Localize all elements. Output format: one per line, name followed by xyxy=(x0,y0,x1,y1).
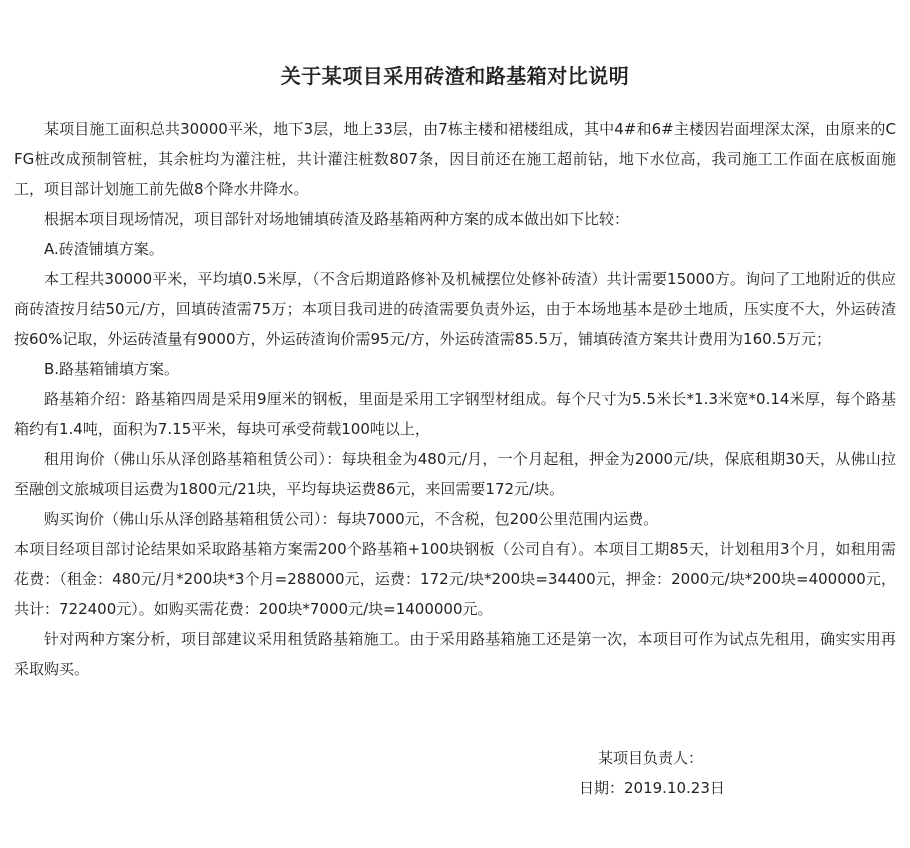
heading-roadbed-box-plan: B.路基箱铺填方案。 xyxy=(44,360,180,378)
paragraph-rental-quote: 租用询价（佛山乐从泽创路基箱租赁公司）：每块租金为480元/月，一个月起租，押金为2000元/块，保底租期30天，从佛山拉至融创文旅城项目运费为1800元/21块，平均每块运费86元，来回需要172元/块。 xyxy=(14,450,896,498)
paragraph-comparison-intro: 根据本项目现场情况，项目部针对场地铺填砖渣及路基箱两种方案的成本做出如下比较： xyxy=(44,210,630,228)
paragraph-project-overview: 某项目施工面积总共30000平米，地下3层，地上33层，由7栋主楼和裙楼组成，其中4#和6#主楼因岩面埋深太深，由原来的CFG桩改成预制管桩，其余桩均为灌注桩，共计灌注桩数807条，因目前还在施工超前钻，地下水位高，我司施工工作面在底板面施工，项目部计划施工前先做8个降水井降水。 xyxy=(14,120,896,198)
paragraph-roadbed-box-intro: 路基箱介绍：路基箱四周是采用9厘米的钢板，里面是采用工字钢型材组成。每个尺寸为5.5米长*1.3米宽*0.14米厚，每个路基箱约有1.4吨，面积为7.15平米，每块可承受荷载100吨以上， xyxy=(14,390,896,438)
document-title: 关于某项目采用砖渣和路基箱对比说明 xyxy=(280,64,630,88)
paragraph-recommendation: 针对两种方案分析，项目部建议采用租赁路基箱施工。由于采用路基箱施工还是第一次，本项目可作为试点先租用，确实实用再采取购买。 xyxy=(14,630,896,678)
paragraph-purchase-quote: 购买询价（佛山乐从泽创路基箱租赁公司）：每块7000元，不含税，包200公里范围内运费。 xyxy=(44,510,659,528)
signature-date: 日期：2019.10.23日 xyxy=(579,779,725,797)
signature-person-label: 某项目负责人： xyxy=(598,749,704,767)
paragraph-discussion-result: 本项目经项目部讨论结果如采取路基箱方案需200个路基箱+100块钢板（公司自有）。本项目工期85天，计划租用3个月，如租用需花费：（租金：480元/月*200块*3个月=288000元，运费：172元/块*200块=34400元，押金：2000元/块*200块=400000元，共计：722400元）。如购买需花费：200块*7000元/块=1400000元。 xyxy=(14,540,896,618)
heading-brick-slag-plan: A.砖渣铺填方案。 xyxy=(44,240,164,258)
paragraph-brick-slag-cost: 本工程共30000平米，平均填0.5米厚，（不含后期道路修补及机械摆位处修补砖渣）共计需要15000方。询问了工地附近的供应商砖渣按月结50元/方，回填砖渣需75万；本项目我司进的砖渣需要负责外运，由于本场地基本是砂土地质，压实度不大，外运砖渣按60%记取，外运砖渣量有9000方，外运砖渣询价需95元/方，外运砖渣需85.5万，铺填砖渣方案共计费用为160.5万元； xyxy=(14,270,896,348)
document-body xyxy=(14,114,896,684)
